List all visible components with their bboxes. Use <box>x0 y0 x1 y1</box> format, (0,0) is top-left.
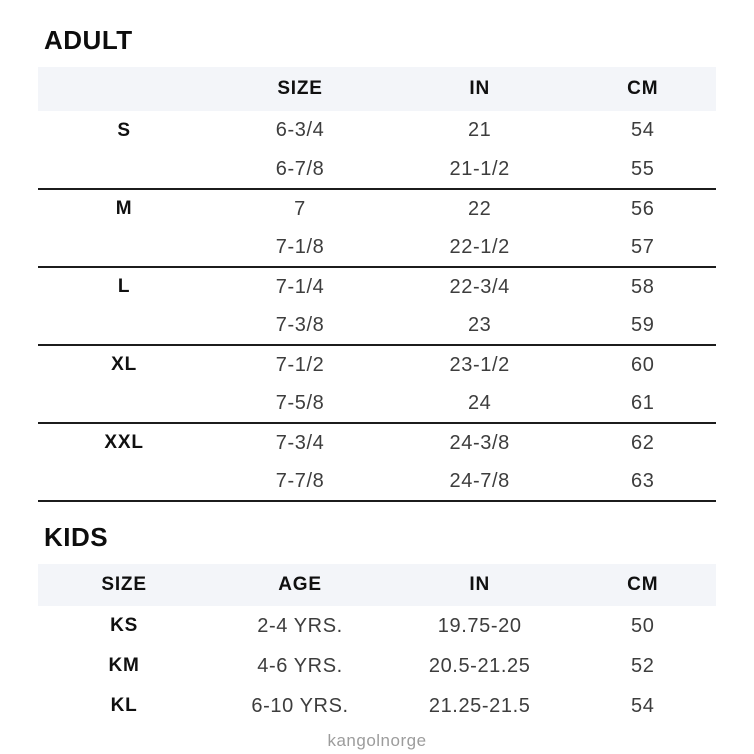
table-row <box>38 606 716 646</box>
size-label-cell <box>38 306 210 345</box>
kids-section-heading: KIDS <box>44 522 109 552</box>
cm-cell: 61 <box>570 384 716 423</box>
table-row <box>38 384 716 423</box>
size-label-cell: XL <box>111 354 138 375</box>
age-cell: 2-4 YRS. <box>257 614 343 637</box>
table-row <box>38 306 716 345</box>
cm-cell: 62 <box>631 431 655 454</box>
table-row <box>38 646 716 686</box>
size-label-cell: KL <box>110 695 138 716</box>
kids-table-header-row <box>38 564 716 606</box>
table-row <box>38 228 716 267</box>
size-label-cell <box>38 462 210 501</box>
hat-size-cell: 7-1/2 <box>275 353 325 376</box>
inches-cell: 24 <box>390 384 570 423</box>
cm-cell: 50 <box>631 614 655 637</box>
hat-size-cell: 7-5/8 <box>210 384 390 423</box>
size-label-cell: KM <box>108 655 140 676</box>
inches-column-header: IN <box>469 574 490 595</box>
table-row <box>38 189 716 228</box>
cm-cell: 54 <box>631 694 655 717</box>
cm-cell: 54 <box>631 119 655 141</box>
inches-cell: 24-7/8 <box>390 462 570 501</box>
size-label-cell: KS <box>110 615 139 636</box>
size-label-cell <box>38 228 210 267</box>
cm-cell: 63 <box>570 462 716 501</box>
hat-size-cell: 7 <box>294 197 306 220</box>
table-row <box>38 150 716 189</box>
inches-cell: 21 <box>467 119 492 141</box>
cm-cell: 52 <box>631 654 655 677</box>
hat-size-cell: 7-3/4 <box>275 431 325 454</box>
inches-cell: 22 <box>467 197 492 220</box>
cm-cell: 55 <box>570 150 716 189</box>
size-label-cell <box>38 384 210 423</box>
hat-size-cell: 7-1/8 <box>210 228 390 267</box>
brand-watermark: kangolnorge <box>327 731 427 750</box>
cm-cell: 59 <box>570 306 716 345</box>
hat-size-cell: 6-3/4 <box>275 119 325 141</box>
table-row <box>38 111 716 150</box>
adult-table-header-row <box>38 67 716 111</box>
age-cell: 4-6 YRS. <box>257 654 343 677</box>
cm-column-header: CM <box>627 78 659 99</box>
size-column-header: SIZE <box>277 78 323 99</box>
inches-cell: 19.75-20 <box>437 614 522 637</box>
table-row <box>38 345 716 384</box>
table-row <box>38 267 716 306</box>
table-row <box>38 423 716 462</box>
cm-column-header: CM <box>627 574 659 595</box>
size-column-header: SIZE <box>101 574 147 595</box>
table-row <box>38 686 716 726</box>
hat-size-cell: 7-1/4 <box>275 275 325 298</box>
hat-size-cell: 7-7/8 <box>210 462 390 501</box>
inches-cell: 23 <box>390 306 570 345</box>
inches-cell: 22-3/4 <box>449 275 510 298</box>
hat-size-cell: 7-3/8 <box>210 306 390 345</box>
adult-size-table <box>38 67 716 502</box>
size-label-cell: L <box>117 276 131 297</box>
size-label-cell: S <box>117 119 131 141</box>
adult-section-heading: ADULT <box>44 25 133 55</box>
size-label-cell: XXL <box>104 432 144 453</box>
kids-size-table <box>38 564 716 726</box>
size-label-cell <box>38 150 210 189</box>
hat-size-cell: 6-7/8 <box>210 150 390 189</box>
cm-cell: 56 <box>631 197 655 220</box>
inches-cell: 24-3/8 <box>449 431 510 454</box>
cm-cell: 58 <box>631 275 655 298</box>
cm-cell: 57 <box>570 228 716 267</box>
inches-cell: 20.5-21.25 <box>428 654 531 677</box>
empty-header-cell <box>38 67 210 111</box>
size-label-cell: M <box>115 198 133 219</box>
age-column-header: AGE <box>278 574 322 595</box>
cm-cell: 60 <box>631 353 655 376</box>
table-row <box>38 462 716 501</box>
inches-cell: 21-1/2 <box>390 150 570 189</box>
inches-cell: 23-1/2 <box>449 353 510 376</box>
inches-column-header: IN <box>469 78 490 99</box>
inches-cell: 21.25-21.5 <box>428 694 531 717</box>
age-cell: 6-10 YRS. <box>251 694 349 717</box>
inches-cell: 22-1/2 <box>390 228 570 267</box>
